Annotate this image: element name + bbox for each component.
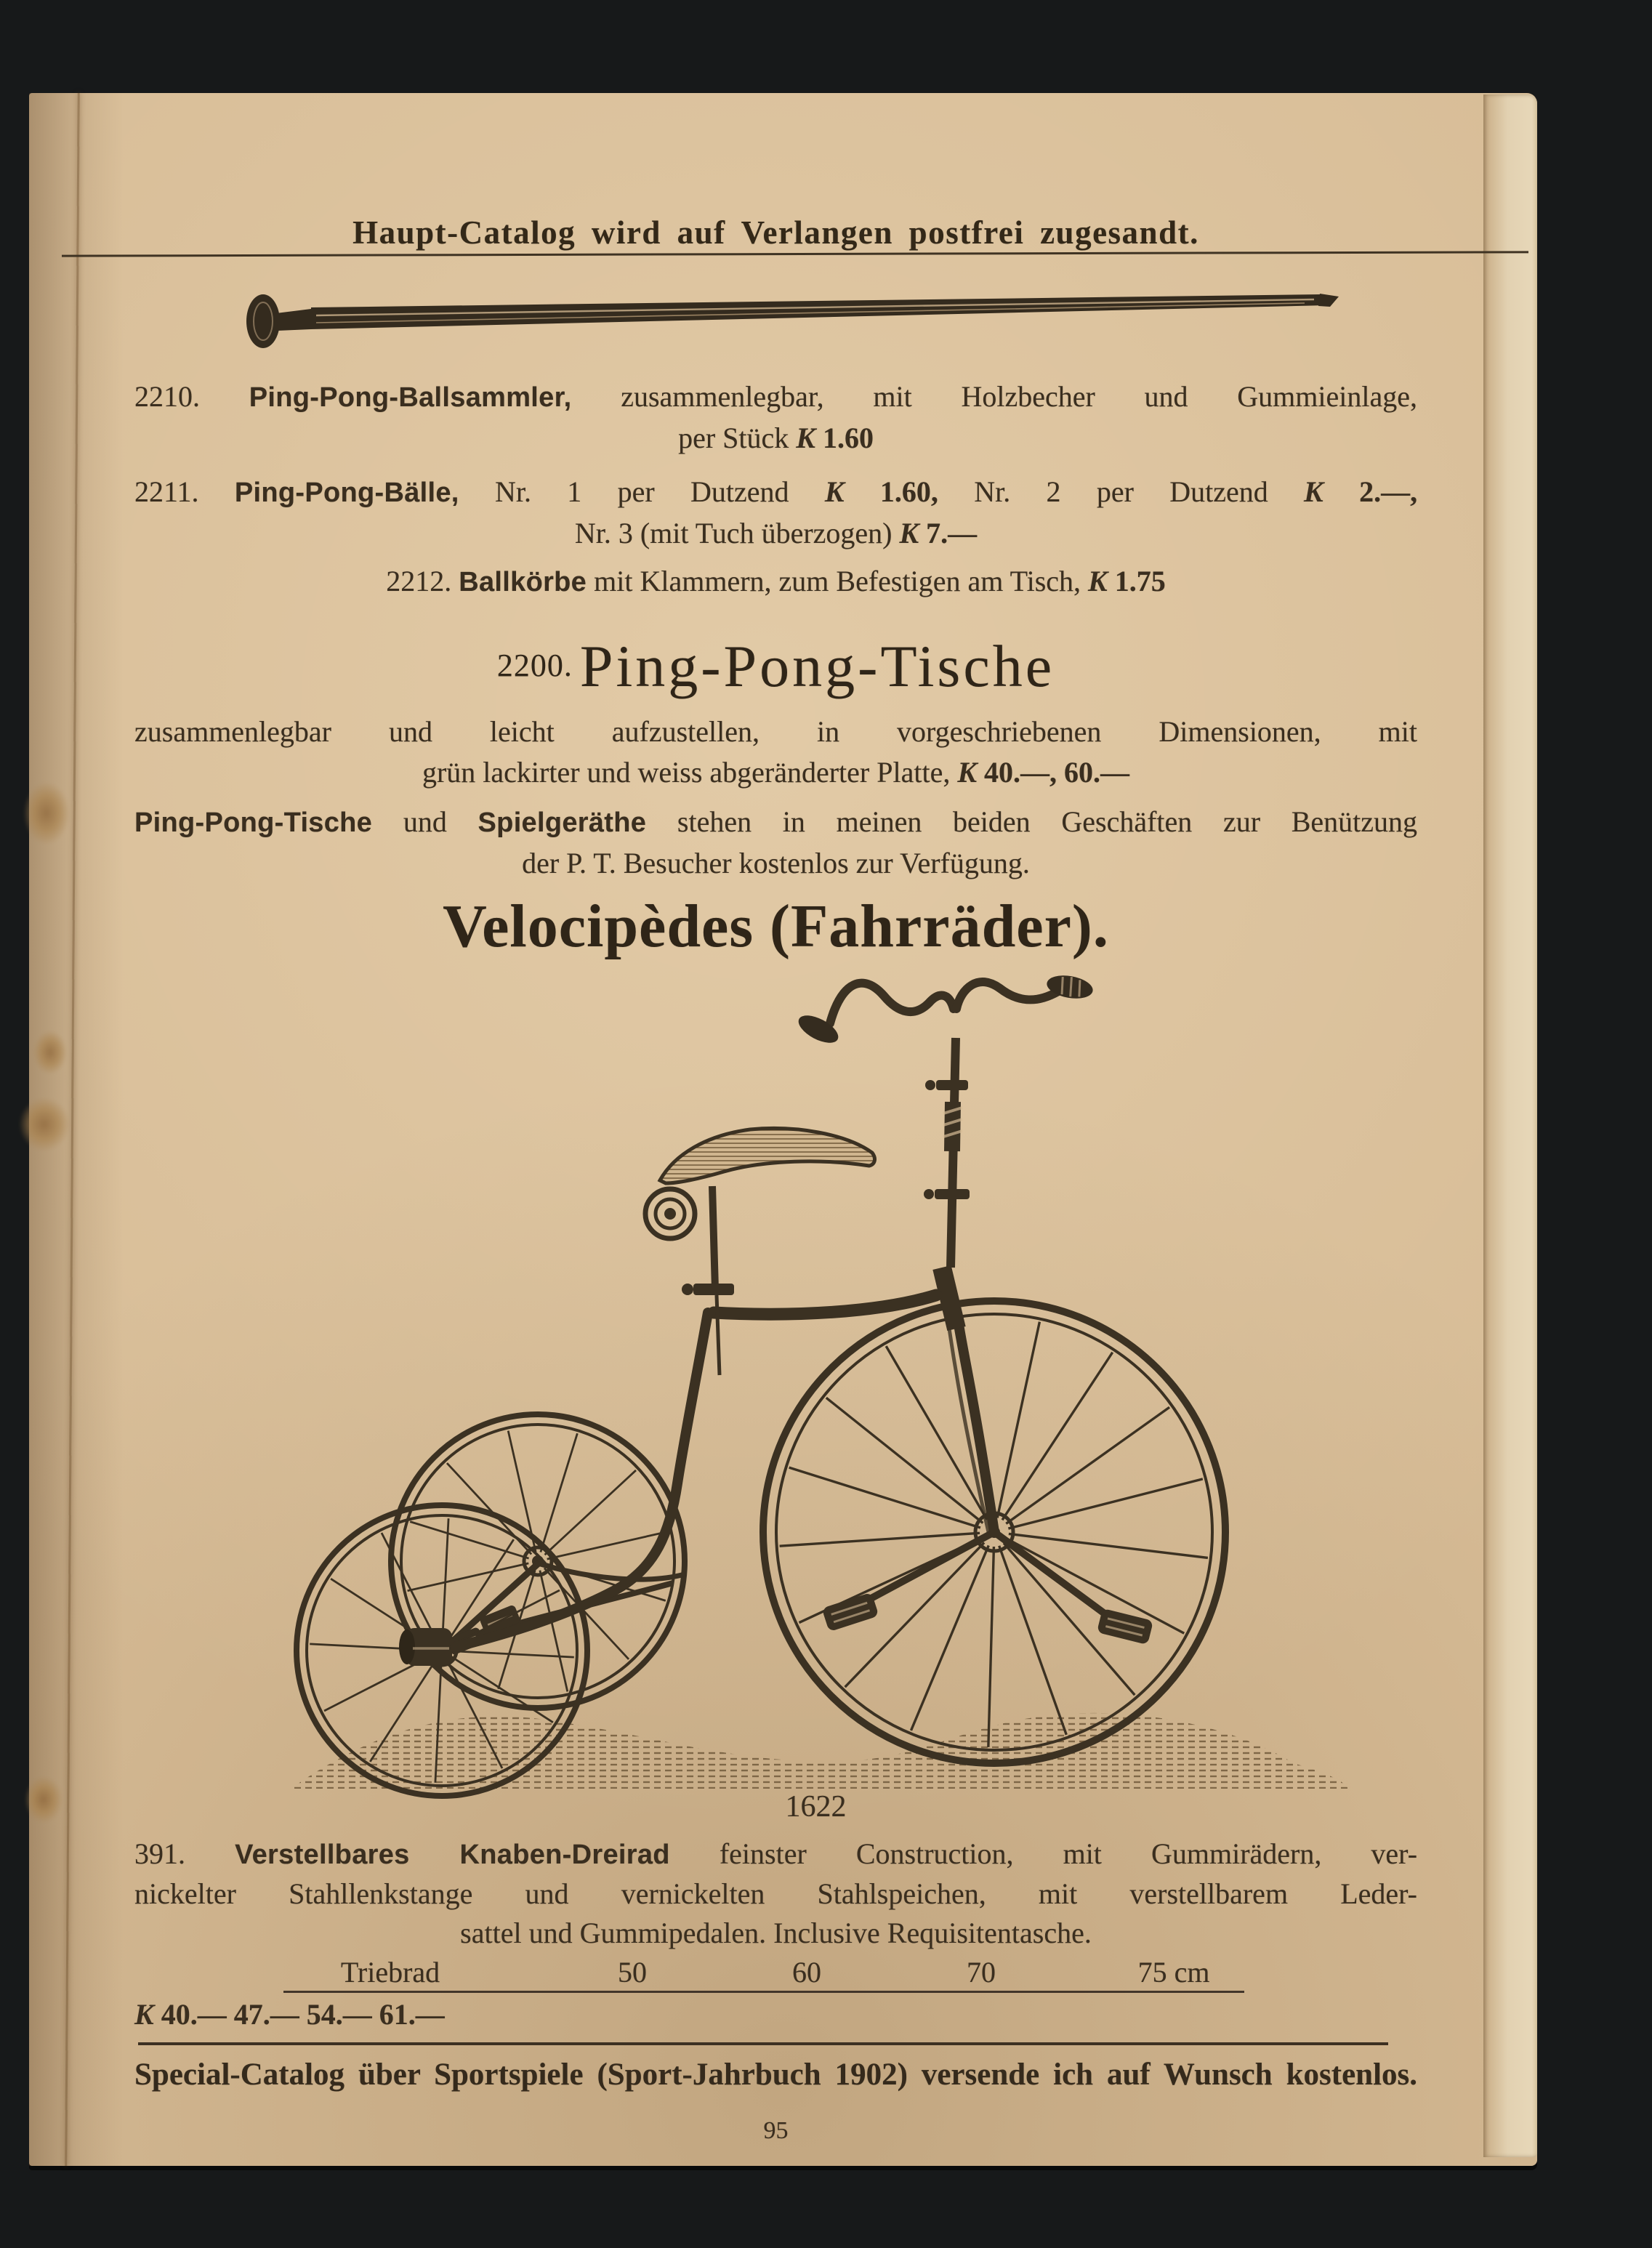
section-title: Ping-Pong-Tische [579,633,1055,699]
currency-symbol: K [899,517,919,549]
table-price: 61.— [379,1998,445,2031]
item-name: Ballkörbe [459,567,587,597]
tische-desc-line2 [134,752,1417,793]
paper-stain [19,1097,70,1151]
ground-hatching [291,1713,1348,1789]
currency-symbol: K [1088,565,1108,597]
item-name: Ping-Pong-Ballsammler, [249,382,572,413]
item-number: 2211. [134,475,199,508]
item-desc: grün lackirter und weiss abgeränderter Platte, [422,756,951,789]
table-price: 54.— [306,1998,372,2031]
ball-collector-illustration [233,287,1359,349]
item-2210-line1 [134,376,1417,418]
item-2210-line2 [134,418,1417,459]
item-391-line3: sattel und Gummipedalen. Inclusive Requisitentasche. [460,1917,1092,1949]
currency-symbol: K [134,1998,154,2031]
price-value: 7.— [926,517,978,549]
figure-caption: 1622 [785,1790,847,1824]
section-heading-velocipedes: Velocipèdes (Fahrräder). [443,893,1109,960]
currency-symbol: K [957,756,978,789]
tische-desc-line1: zusammenlegbar und leicht aufzustellen, in vorgeschriebenen Dimensionen, mit [134,715,1417,748]
catalog-page [29,93,1537,2166]
item-desc: Nr. 3 (mit Tuch überzogen) [574,517,893,549]
item-desc: zusammenlegbar, mit Holzbecher und Gummieinlage, [621,380,1417,413]
bold-term: Spielgeräthe [478,807,647,838]
bold-term: Ping-Pong-Tische [134,807,373,838]
currency-symbol: K [1304,475,1323,508]
availability-note-line2: der P. T. Besucher kostenlos zur Verfügung. [522,847,1030,879]
availability-note-line1 [134,802,1417,843]
price-value: 2.—, [1359,475,1418,508]
item-2211-line2 [134,513,1417,554]
price-value: 1.75 [1114,565,1166,597]
frame-backbone [714,1295,936,1314]
price-table-header-row [134,1954,1417,1991]
item-number: 2212. [386,565,452,597]
table-price: K 40.— [134,1998,227,2031]
currency-symbol: K [796,422,815,454]
tricycle-illustration [240,971,1374,1800]
item-number: 391. [134,1837,185,1870]
note-text: stehen in meinen beiden Geschäften zur Benützung [677,805,1418,838]
note-text: und [403,805,447,838]
handlebar [830,983,954,1023]
footer-rule [138,2042,1388,2045]
currency-symbol: K [824,475,845,508]
item-name: Ping-Pong-Bälle, [234,478,459,508]
section-heading-ping-pong-tische [134,627,1417,706]
item-2212 [134,561,1417,603]
price-prefix: per Stück [678,422,789,454]
saddle [660,1128,874,1183]
paper-stain [23,782,70,845]
section-number: 2200. [496,648,573,683]
item-desc: Nr. 1 per Dutzend [494,475,789,508]
item-name: Verstellbares Knaben-Dreirad [235,1840,670,1870]
item-2211-line1 [134,472,1417,513]
table-size: 70 [967,1956,996,1989]
rear-hub-cylinder [399,1628,452,1666]
price-value: 1.60, [879,475,938,508]
paper-stain [25,1776,63,1823]
price-value: 40.—, 60.— [984,756,1130,789]
footer-note: Special-Catalog über Sportspiele (Sport-Jahrbuch 1902) versende ich auf Wunsch kostenlos. [134,2058,1417,2092]
header-notice: Haupt-Catalog wird auf Verlangen postfrei zugesandt. [352,214,1199,251]
price-table-price-row [134,1997,1417,2032]
price-value: 1.60 [822,422,874,454]
paper-stain [33,1031,67,1074]
table-row-label: Triebrad [340,1956,440,1989]
table-size: 50 [618,1956,647,1989]
tricycle-figure [134,971,1417,1826]
item-391-line2: nickelter Stahllenkstange und vernickelten Stahlspeichen, mit verstellbarem Leder- [134,1877,1417,1910]
table-size: 60 [792,1956,821,1989]
item-391-line1 [134,1834,1417,1874]
item-number: 2210. [134,380,200,413]
table-size: 75 cm [1137,1956,1210,1989]
page-edge [1483,94,1537,2157]
item-desc: feinster Construction, mit Gummirädern, ver- [719,1837,1418,1870]
page-number: 95 [763,2117,789,2144]
item-desc: mit Klammern, zum Befestigen am Tisch, [594,565,1081,597]
item-desc: Nr. 2 per Dutzend [974,475,1268,508]
table-rule [283,1991,1244,1993]
saddle-spring [645,1189,695,1238]
text-column [134,93,1417,2151]
table-price: 47.— [233,1998,299,2031]
